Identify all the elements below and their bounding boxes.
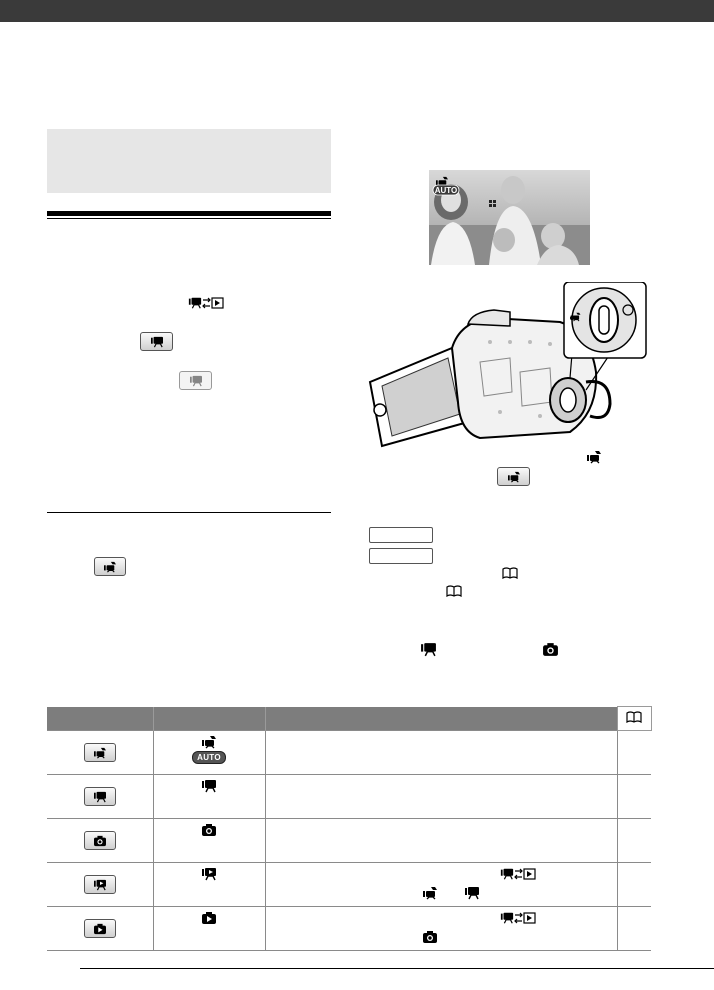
section-rule-thick (47, 211, 331, 216)
table-row (47, 731, 651, 775)
book-icon (626, 711, 642, 723)
camcorder-illustration (360, 282, 650, 450)
table-header-cell (153, 707, 265, 731)
note-box (47, 129, 331, 193)
table-header-cell (617, 707, 651, 731)
table-header-cell (265, 707, 617, 731)
table-row (47, 775, 651, 819)
movie-playback-icon (201, 867, 217, 881)
still-camera-icon (422, 930, 438, 944)
camcorder-auto-icon (422, 886, 438, 900)
still-camera-icon (84, 831, 116, 850)
photo-auto-badge: AUTO (434, 186, 458, 195)
still-camera-icon (542, 642, 559, 662)
auto-badge: AUTO (192, 751, 226, 764)
button-graphic-2 (369, 548, 433, 564)
auto-mode-chip-right (497, 467, 530, 486)
movie-camera-icon (420, 642, 437, 662)
movie-camera-icon (84, 787, 116, 806)
movie-camera-icon (464, 886, 480, 900)
table-header-cell (47, 707, 153, 731)
movie-playback-icon (84, 875, 116, 894)
footer-rule (80, 968, 714, 969)
operating-modes-table (47, 706, 651, 951)
still-camera-icon (201, 823, 217, 837)
subsection-rule (47, 512, 331, 513)
table-header-row (47, 707, 651, 731)
table-row (47, 819, 651, 863)
movie-mode-chip (140, 332, 173, 351)
header-bar (0, 0, 714, 22)
sample-photo (429, 170, 590, 265)
camcorder-auto-icon (84, 743, 116, 762)
book-icon (446, 584, 462, 602)
photo-playback-icon (201, 911, 217, 925)
camcorder-auto-icon (201, 735, 217, 749)
auto-mode-chip (94, 557, 126, 576)
table-row (47, 863, 651, 907)
movie-mode-chip-disabled (179, 371, 212, 390)
section-rule-thin (47, 218, 331, 219)
table-row (47, 907, 651, 951)
camcorder-auto-icon (586, 450, 602, 469)
mode-switch-icon (184, 296, 228, 315)
photo-playback-icon (84, 919, 116, 938)
movie-camera-icon (201, 779, 217, 793)
button-graphic-1 (369, 527, 433, 543)
book-icon (502, 566, 518, 584)
mode-switch-icon (496, 867, 540, 881)
mode-switch-icon (496, 911, 540, 925)
